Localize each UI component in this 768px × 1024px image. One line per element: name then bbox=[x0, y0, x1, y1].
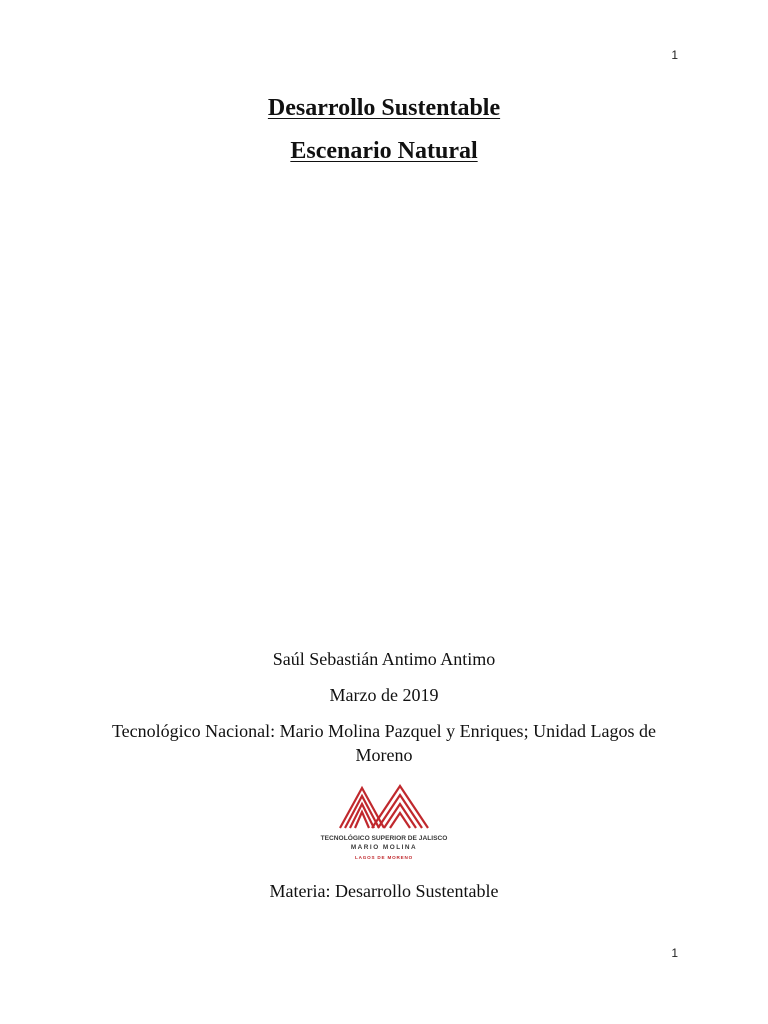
institution-logo bbox=[310, 780, 458, 864]
logo-text-line3: LAGOS DE MORENO bbox=[355, 855, 413, 860]
logo-text-line1: TECNOLÓGICO SUPERIOR DE JALISCO bbox=[320, 835, 448, 842]
logo-mark bbox=[340, 786, 428, 828]
author-name: Saúl Sebastián Antimo Antimo bbox=[272, 649, 496, 669]
logo-text-line2: MARIO MOLINA bbox=[350, 844, 418, 851]
document-title: Desarrollo Sustentable bbox=[267, 95, 501, 121]
subject-line: Materia: Desarrollo Sustentable bbox=[269, 881, 499, 901]
document-date: Marzo de 2019 bbox=[329, 685, 439, 705]
document-subtitle: Escenario Natural bbox=[290, 138, 478, 164]
page-number-bottom: 1 bbox=[671, 946, 678, 960]
institution-name: Tecnológico Nacional: Mario Molina Pazquel y Enriques; Unidad Lagos de Moreno bbox=[111, 721, 657, 765]
page-number-top: 1 bbox=[671, 48, 678, 62]
